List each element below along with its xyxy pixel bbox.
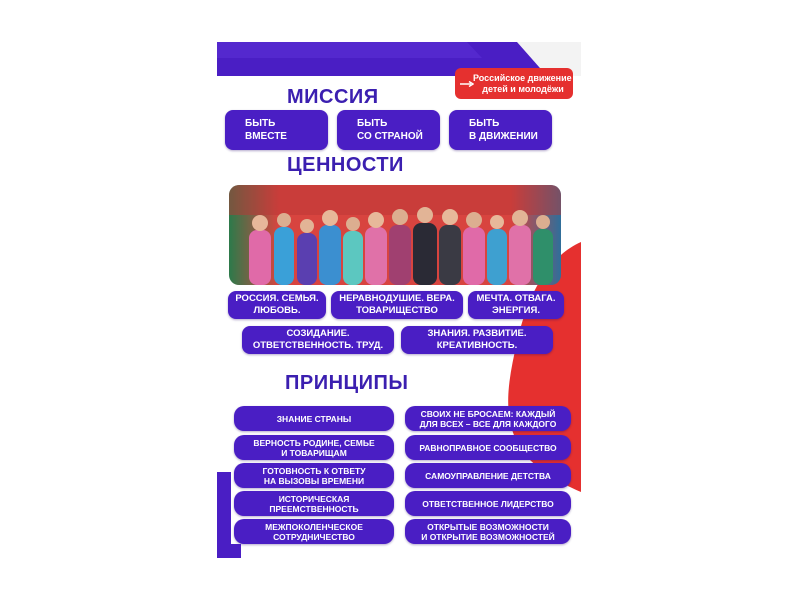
value-item-1: РОССИЯ. СЕМЬЯ. ЛЮБОВЬ. [228,291,326,319]
principle-left-5: МЕЖПОКОЛЕНЧЕСКОЕ СОТРУДНИЧЕСТВО [234,519,394,544]
principle-right-3: САМОУПРАВЛЕНИЕ ДЕТСТВА [405,463,571,488]
mission-item-3: БЫТЬ В ДВИЖЕНИИ [449,110,552,150]
mission-title: МИССИЯ [287,86,379,108]
value-item-5: ЗНАНИЯ. РАЗВИТИЕ. КРЕАТИВНОСТЬ. [401,326,553,354]
principle-left-2: ВЕРНОСТЬ РОДИНЕ, СЕМЬЕ И ТОВАРИЩАМ [234,435,394,460]
logo-badge [455,68,573,99]
principle-right-5: ОТКРЫТЫЕ ВОЗМОЖНОСТИ И ОТКРЫТИЕ ВОЗМОЖНОСТЕЙ [405,519,571,544]
principle-left-1: ЗНАНИЕ СТРАНЫ [234,406,394,431]
group-photo [229,185,561,285]
mission-item-2: БЫТЬ СО СТРАНОЙ [337,110,440,150]
value-item-4: СОЗИДАНИЕ. ОТВЕТСТВЕННОСТЬ. ТРУД. [242,326,394,354]
principle-right-2: РАВНОПРАВНОЕ СООБЩЕСТВО [405,435,571,460]
principle-right-1: СВОИХ НЕ БРОСАЕМ: КАЖДЫЙ ДЛЯ ВСЕХ – ВСЕ ДЛЯ КАЖДОГО [405,406,571,431]
mission-item-1: БЫТЬ ВМЕСТЕ [225,110,328,150]
logo-line-2: детей и молодёжи [482,83,564,94]
corner-bracket-decoration [217,472,241,558]
logo-line-1: Российское движение [473,72,572,83]
value-item-2: НЕРАВНОДУШИЕ. ВЕРА. ТОВАРИЩЕСТВО [331,291,463,319]
principles-title: ПРИНЦИПЫ [285,372,409,394]
poster [217,42,581,558]
principle-left-4: ИСТОРИЧЕСКАЯ ПРЕЕМСТВЕННОСТЬ [234,491,394,516]
arrow-icon [460,81,474,87]
principle-left-3: ГОТОВНОСТЬ К ОТВЕТУ НА ВЫЗОВЫ ВРЕМЕНИ [234,463,394,488]
value-item-3: МЕЧТА. ОТВАГА. ЭНЕРГИЯ. [468,291,564,319]
values-title: ЦЕННОСТИ [287,154,404,176]
principle-right-4: ОТВЕТСТВЕННОЕ ЛИДЕРСТВО [405,491,571,516]
